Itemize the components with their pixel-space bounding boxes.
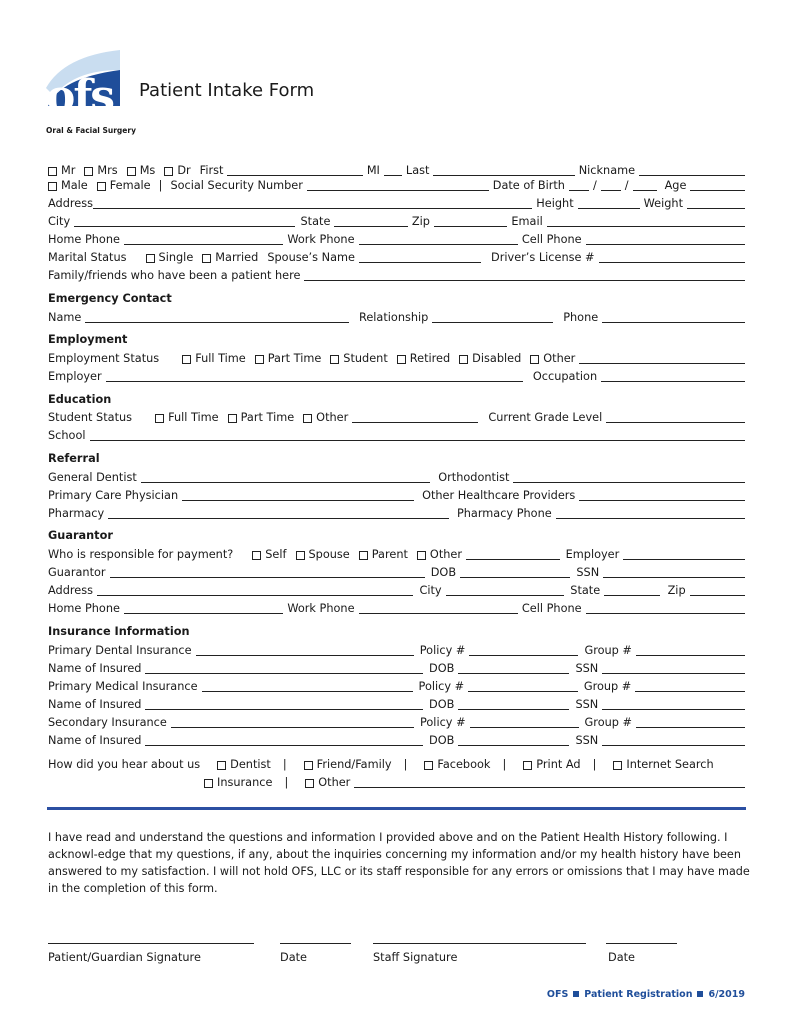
field-guarantor-work-phone[interactable] (359, 602, 518, 614)
label-drivers-license: Driver’s License # (491, 251, 595, 264)
option-retired[interactable]: Retired (397, 352, 450, 366)
label-insured-dob: DOB (429, 734, 455, 747)
field-guarantor-cell-phone[interactable] (586, 602, 745, 614)
label-guarantor-dob: DOB (430, 566, 457, 579)
heading-referral: Referral (48, 452, 100, 465)
field-emergency-name[interactable] (85, 311, 349, 323)
label-guarantor: Guarantor (48, 566, 106, 579)
label-guarantor-address: Address (48, 584, 93, 597)
label-dob: Date of Birth (492, 179, 565, 192)
option-other[interactable]: Other (305, 776, 350, 790)
label-relationship: Relationship (358, 311, 429, 324)
divider: | (158, 179, 163, 192)
label-insured-ssn: SSN (575, 734, 599, 747)
divider: | (403, 758, 408, 771)
staff-signature-line[interactable] (373, 943, 586, 944)
field-guarantor-address[interactable] (97, 584, 413, 596)
label-work-phone: Work Phone (287, 233, 355, 246)
field-insured-ssn[interactable] (602, 734, 745, 746)
row-pharmacy (48, 506, 745, 521)
label-mi: MI (366, 164, 380, 177)
row-emergency (48, 310, 745, 325)
row-responsible (48, 547, 745, 562)
row-secondary (48, 715, 745, 730)
field-weight[interactable] (687, 197, 745, 209)
label-guarantor-work-phone: Work Phone (287, 602, 355, 615)
label-insured-dob: DOB (429, 698, 455, 711)
row-city (48, 214, 745, 229)
row-insured-2 (48, 697, 745, 712)
field-insured-ssn[interactable] (602, 698, 745, 710)
checkbox-icon[interactable] (330, 355, 339, 364)
label-home-phone: Home Phone (48, 233, 120, 246)
label-policy: Policy # (419, 644, 466, 657)
section-divider (47, 807, 746, 810)
field-guarantor[interactable] (110, 566, 425, 578)
option-ms[interactable]: Ms (127, 164, 156, 178)
footer-form: Patient Registration (584, 989, 693, 1000)
field-dob-day[interactable] (601, 179, 621, 191)
checkbox-icon[interactable] (202, 254, 211, 263)
row-pcp (48, 488, 745, 503)
field-secondary[interactable] (171, 716, 414, 728)
checkbox-icon[interactable] (146, 254, 155, 263)
label-address: Address (48, 197, 93, 210)
divider: | (282, 758, 287, 771)
field-insured-dob[interactable] (458, 734, 569, 746)
checkbox-icon[interactable] (48, 167, 57, 176)
row-student-status (48, 410, 745, 425)
checkbox-icon[interactable] (305, 779, 314, 788)
field-education-other[interactable] (352, 411, 478, 423)
label-first: First (199, 164, 224, 177)
field-family-friends[interactable] (304, 269, 745, 281)
label-pcp: Primary Care Physician (48, 489, 179, 502)
label-group: Group # (584, 644, 632, 657)
checkbox-icon[interactable] (217, 761, 226, 770)
field-ssn[interactable] (307, 179, 489, 191)
label-general-dentist: General Dentist (48, 471, 137, 484)
field-city[interactable] (74, 215, 294, 227)
field-group[interactable] (635, 680, 745, 692)
label-insured-dob: DOB (429, 662, 455, 675)
field-guarantor-zip[interactable] (690, 584, 745, 596)
field-last[interactable] (433, 164, 574, 176)
checkbox-icon[interactable] (204, 779, 213, 788)
option-other[interactable]: Other (530, 352, 575, 366)
field-insured-dob[interactable] (458, 662, 569, 674)
label-family-friends: Family/friends who have been a patient here (48, 269, 301, 282)
divider: | (284, 776, 289, 789)
option-full-time[interactable]: Full Time (155, 411, 219, 425)
row-phones (48, 232, 745, 247)
field-nickname[interactable] (639, 164, 745, 176)
field-name-insured[interactable] (145, 698, 423, 710)
option-other[interactable]: Other (417, 548, 462, 562)
label-zip: Zip (411, 215, 430, 228)
option-male[interactable]: Male (48, 179, 88, 193)
option-print-ad[interactable]: Print Ad (523, 758, 580, 772)
row-insured-3 (48, 733, 745, 748)
field-group[interactable] (636, 644, 745, 656)
footer-date: 6/2019 (708, 989, 745, 1000)
label-employment-status: Employment Status (48, 352, 160, 365)
checkbox-icon[interactable] (255, 355, 264, 364)
label-weight: Weight (643, 197, 683, 210)
checkbox-icon[interactable] (397, 355, 406, 364)
option-single[interactable]: Single (146, 251, 194, 265)
checkbox-icon[interactable] (127, 167, 136, 176)
label-school: School (48, 429, 86, 442)
field-guarantor-state[interactable] (604, 584, 659, 596)
field-occupation[interactable] (601, 370, 745, 382)
row-primary-medical (48, 679, 745, 694)
label-student-status: Student Status (48, 411, 133, 424)
label-pharmacy-phone: Pharmacy Phone (456, 507, 552, 520)
checkbox-icon[interactable] (359, 551, 368, 560)
field-emergency-phone[interactable] (602, 311, 745, 323)
label-primary-dental: Primary Dental Insurance (48, 644, 192, 657)
footer (547, 989, 745, 1000)
label-name-insured: Name of Insured (48, 662, 142, 675)
acknowledgement-text: I have read and understand the questions and information I provided above and on the Patient Health History following. I acknowl-edge that my questions, if any, about the inquiries concerning my information and/or my health history have been answered to my satisfaction. I will not hold OFS, LLC or its staff responsible for any errors or omissions that I may have made in the completion of this form. (48, 831, 750, 895)
checkbox-icon[interactable] (84, 167, 93, 176)
option-other[interactable]: Other (303, 411, 348, 425)
label-guarantor-ssn: SSN (576, 566, 600, 579)
field-state[interactable] (334, 215, 407, 227)
date-line-1[interactable] (280, 943, 351, 944)
field-cell-phone[interactable] (586, 233, 745, 245)
checkbox-icon[interactable] (155, 414, 164, 423)
field-insured-ssn[interactable] (602, 662, 745, 674)
label-guarantor-city: City (419, 584, 442, 597)
checkbox-icon[interactable] (523, 761, 532, 770)
label-date-1: Date (280, 951, 308, 964)
field-email[interactable] (547, 215, 745, 227)
label-employer: Employer (48, 370, 102, 383)
option-dr[interactable]: Dr (164, 164, 190, 178)
option-full-time[interactable]: Full Time (182, 352, 246, 366)
checkbox-icon[interactable] (48, 182, 57, 191)
checkbox-icon[interactable] (164, 167, 173, 176)
field-name-insured[interactable] (145, 734, 423, 746)
label-guarantor-employer: Employer (565, 548, 620, 561)
row-primary-dental (48, 643, 745, 658)
field-guarantor-employer[interactable] (623, 548, 745, 560)
option-facebook[interactable]: Facebook (424, 758, 490, 772)
option-internet-search[interactable]: Internet Search (613, 758, 713, 772)
field-first[interactable] (227, 164, 362, 176)
field-pharmacy[interactable] (108, 507, 449, 519)
field-guarantor-home-phone[interactable] (124, 602, 283, 614)
row-sex-ssn: Male Female | Social Security Number Date of Birth / / Age (48, 178, 745, 193)
row-marital (48, 250, 745, 265)
label-emergency-phone: Phone (563, 311, 599, 324)
row-employer (48, 369, 745, 384)
label-orthodontist: Orthodontist (438, 471, 510, 484)
footer-org: OFS (546, 989, 569, 1000)
square-bullet-icon (697, 991, 703, 997)
label-primary-medical: Primary Medical Insurance (48, 680, 198, 693)
label-group: Group # (583, 680, 632, 693)
label-ssn: Social Security Number (170, 179, 303, 192)
option-female[interactable]: Female (97, 179, 151, 193)
checkbox-icon[interactable] (97, 182, 106, 191)
field-age[interactable] (690, 179, 745, 191)
row-guarantor-phones (48, 601, 745, 616)
heading-insurance: Insurance Information (48, 625, 190, 638)
option-friend-family[interactable]: Friend/Family (304, 758, 392, 772)
field-guarantor-other[interactable] (466, 548, 560, 560)
label-name-insured: Name of Insured (48, 698, 142, 711)
field-pcp[interactable] (182, 489, 414, 501)
field-home-phone[interactable] (124, 233, 283, 245)
label-policy: Policy # (418, 680, 465, 693)
label-grade-level: Current Grade Level (488, 411, 603, 424)
checkbox-icon[interactable] (459, 355, 468, 364)
field-dob-year[interactable] (633, 179, 657, 191)
option-parent[interactable]: Parent (359, 548, 408, 562)
label-height: Height (536, 197, 574, 210)
label-insured-ssn: SSN (575, 662, 599, 675)
option-part-time[interactable]: Part Time (228, 411, 295, 425)
field-employment-other[interactable] (579, 352, 745, 364)
option-spouse[interactable]: Spouse (296, 548, 350, 562)
label-guarantor-zip: Zip (667, 584, 686, 597)
heading-guarantor: Guarantor (48, 529, 113, 542)
logo-text: ofs (46, 71, 114, 122)
option-mr[interactable]: Mr (48, 164, 75, 178)
label-spouse-name: Spouse’s Name (267, 251, 355, 264)
checkbox-icon[interactable] (424, 761, 433, 770)
label-age: Age (664, 179, 687, 192)
checkbox-icon[interactable] (303, 414, 312, 423)
label-date-2: Date (608, 951, 636, 964)
label-hear-about: How did you hear about us (48, 758, 201, 771)
field-name-insured[interactable] (145, 662, 423, 674)
checkbox-icon[interactable] (228, 414, 237, 423)
divider: | (502, 758, 507, 771)
label-state: State (300, 215, 331, 228)
label-email: Email (511, 215, 543, 228)
field-guarantor-ssn[interactable] (603, 566, 745, 578)
field-primary-medical[interactable] (202, 680, 413, 692)
field-other-providers[interactable] (579, 489, 745, 501)
field-guarantor-city[interactable] (446, 584, 565, 596)
row-insured-1 (48, 661, 745, 676)
label-patient-signature: Patient/Guardian Signature (48, 951, 201, 964)
divider: | (592, 758, 597, 771)
checkbox-icon[interactable] (182, 355, 191, 364)
checkbox-icon[interactable] (304, 761, 313, 770)
heading-employment: Employment (48, 333, 128, 346)
checkbox-icon[interactable] (417, 551, 426, 560)
field-hear-other[interactable] (354, 776, 745, 788)
row-hear-about-2 (204, 775, 745, 790)
heading-emergency: Emergency Contact (48, 292, 172, 305)
checkbox-icon[interactable] (613, 761, 622, 770)
field-school[interactable] (90, 429, 745, 441)
label-guarantor-cell-phone: Cell Phone (521, 602, 582, 615)
checkbox-icon[interactable] (530, 355, 539, 364)
field-zip[interactable] (434, 215, 507, 227)
label-guarantor-state: State (570, 584, 601, 597)
label-pharmacy: Pharmacy (48, 507, 105, 520)
row-employment-status (48, 351, 745, 366)
label-responsible: Who is responsible for payment? (48, 548, 234, 561)
label-group: Group # (584, 716, 632, 729)
field-pharmacy-phone[interactable] (556, 507, 745, 519)
option-self[interactable]: Self (252, 548, 286, 562)
field-height[interactable] (578, 197, 640, 209)
field-relationship[interactable] (432, 311, 553, 323)
row-dentist (48, 470, 745, 485)
field-primary-dental[interactable] (196, 644, 414, 656)
option-insurance[interactable]: Insurance (204, 776, 272, 790)
row-name (48, 163, 745, 178)
field-work-phone[interactable] (359, 233, 518, 245)
field-policy[interactable] (469, 644, 578, 656)
field-policy[interactable] (470, 716, 579, 728)
square-bullet-icon (573, 991, 579, 997)
field-guarantor-dob[interactable] (460, 566, 570, 578)
label-name-insured: Name of Insured (48, 734, 142, 747)
page-title: Patient Intake Form (139, 80, 315, 101)
field-group[interactable] (636, 716, 745, 728)
field-spouse-name[interactable] (359, 251, 481, 263)
patient-signature-line[interactable] (48, 943, 254, 944)
row-guarantor-address (48, 583, 745, 598)
checkbox-icon[interactable] (296, 551, 305, 560)
label-other-providers: Other Healthcare Providers (422, 489, 576, 502)
row-address (48, 196, 745, 211)
label-guarantor-home-phone: Home Phone (48, 602, 120, 615)
date-line-2[interactable] (606, 943, 677, 944)
label-nickname: Nickname (578, 164, 636, 177)
field-drivers-license[interactable] (599, 251, 745, 263)
option-mrs[interactable]: Mrs (84, 164, 117, 178)
logo-subtitle: Oral & Facial Surgery (46, 126, 136, 135)
row-school (48, 428, 745, 443)
label-last: Last (405, 164, 430, 177)
label-secondary: Secondary Insurance (48, 716, 167, 729)
field-insured-dob[interactable] (458, 698, 569, 710)
row-hear-about (48, 757, 714, 772)
ofs-logo (44, 48, 136, 140)
row-family-friends (48, 268, 745, 283)
field-mi[interactable] (384, 164, 402, 176)
option-part-time[interactable]: Part Time (255, 352, 322, 366)
label-marital-status: Marital Status (48, 251, 127, 264)
label-staff-signature: Staff Signature (373, 951, 458, 964)
field-orthodontist[interactable] (513, 471, 745, 483)
field-grade-level[interactable] (606, 411, 745, 423)
field-address[interactable] (93, 197, 532, 209)
label-city: City (48, 215, 71, 228)
heading-education: Education (48, 393, 112, 406)
field-policy[interactable] (468, 680, 578, 692)
label-cell-phone: Cell Phone (521, 233, 582, 246)
row-guarantor (48, 565, 745, 580)
option-dentist[interactable]: Dentist (217, 758, 271, 772)
field-dob-month[interactable] (569, 179, 589, 191)
label-policy: Policy # (419, 716, 466, 729)
field-employer[interactable] (106, 370, 523, 382)
option-married[interactable]: Married (202, 251, 258, 265)
label-insured-ssn: SSN (575, 698, 599, 711)
label-emergency-name: Name (48, 311, 82, 324)
field-general-dentist[interactable] (141, 471, 430, 483)
option-student[interactable]: Student (330, 352, 387, 366)
option-disabled[interactable]: Disabled (459, 352, 521, 366)
label-occupation: Occupation (532, 370, 598, 383)
checkbox-icon[interactable] (252, 551, 261, 560)
